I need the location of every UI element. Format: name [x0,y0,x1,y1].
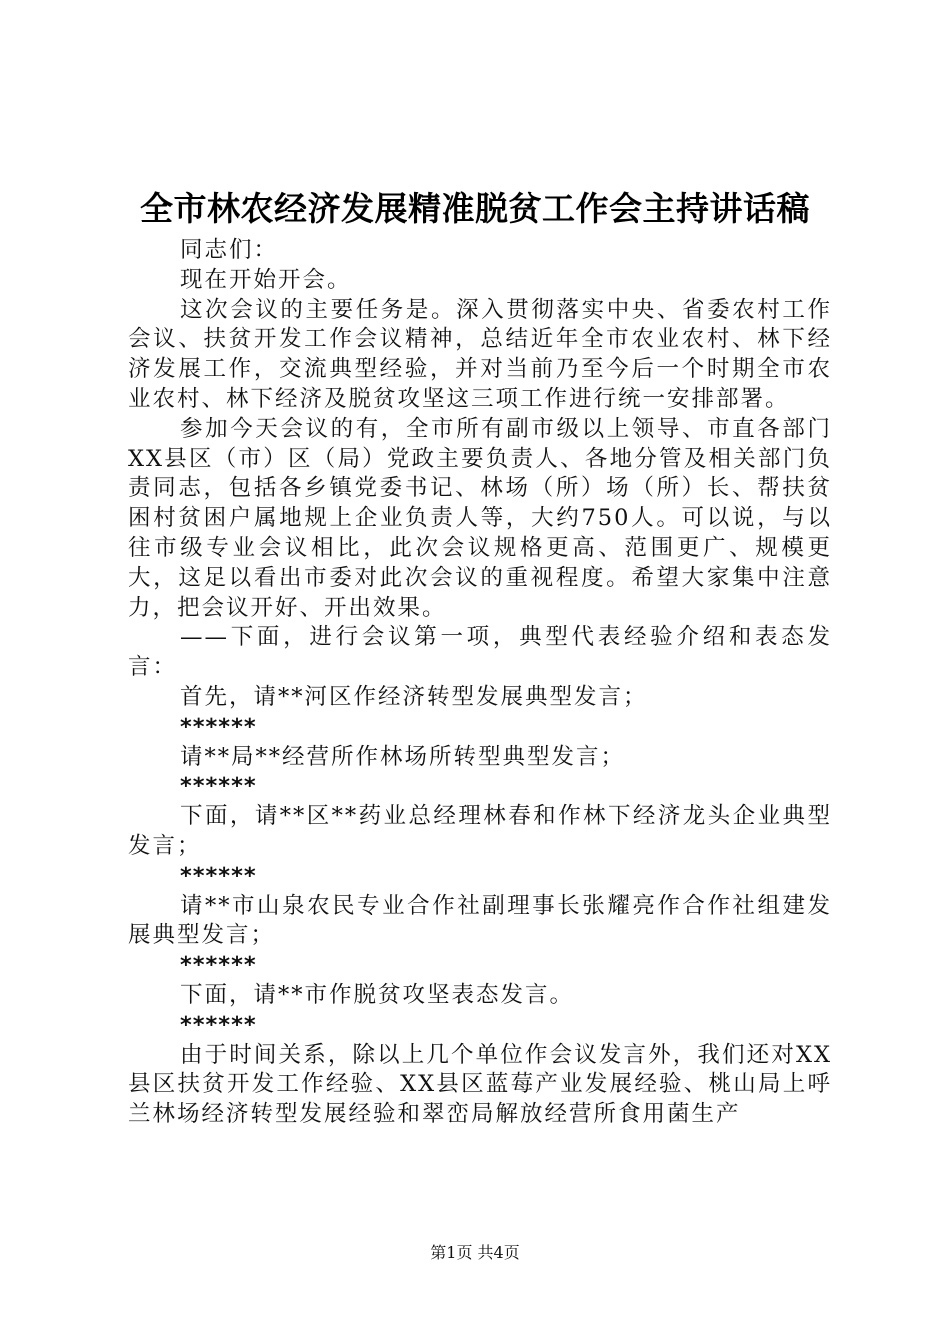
paragraph-speaker-1: 首先，请**河区作经济转型发展典型发言； [180,683,648,710]
paragraph-attendees: 参加今天会议的有，全市所有副市级以上领导、市直各部门XX县区（市）区（局）党政主要负责人、各地分管及相关部门负责同志，包括各乡镇党委书记、林场（所）场（所）长、帮扶贫困村贫困户属地规上企业负责人等，大约750人。可以说，与以往市级专业会议相比，此次会议规格更高、范围更广、规模更大，这足以看出市委对此次会议的重视程度。希望大家集中注意力，把会议开好、开出效果。 [128,415,832,621]
page-footer: 第1页 共4页 [430,1243,520,1262]
document-title: 全市林农经济发展精准脱贫工作会主持讲话稿 [140,189,810,228]
paragraph-speaker-4: 请**市山泉农民专业合作社副理事长张耀亮作合作社组建发展典型发言； [128,892,832,949]
paragraph-opening: 现在开始开会。 [180,266,352,293]
separator-stars: ****** [180,713,257,740]
separator-stars: ****** [180,952,257,979]
separator-stars: ****** [180,862,257,889]
document-body [128,236,832,1130]
paragraph-speaker-5: 下面，请**市作脱贫攻坚表态发言。 [180,981,575,1008]
separator-stars: ****** [180,1011,257,1038]
paragraph-main-tasks: 这次会议的主要任务是。深入贯彻落实中央、省委农村工作会议、扶贫开发工作会议精神，总结近年全市农业农村、林下经济发展工作，交流典型经验，并对当前乃至今后一个时期全市农业农村、林下经济及脱贫攻坚这三项工作进行统一安排部署。 [128,296,832,412]
paragraph-agenda-item-one: ——下面，进行会议第一项，典型代表经验介绍和表态发言： [128,624,832,681]
paragraph-time-note: 由于时间关系，除以上几个单位作会议发言外，我们还对XX县区扶贫开发工作经验、XX县区蓝莓产业发展经验、桃山局上呼兰林场经济转型发展经验和翠峦局解放经营所食用菌生产 [128,1041,832,1128]
paragraph-speaker-2: 请**局**经营所作林场所转型典型发言； [180,743,626,770]
separator-stars: ****** [180,773,257,800]
paragraph-greeting: 同志们： [180,237,279,263]
paragraph-speaker-3: 下面，请**区**药业总经理林春和作林下经济龙头企业典型发言； [128,803,832,859]
